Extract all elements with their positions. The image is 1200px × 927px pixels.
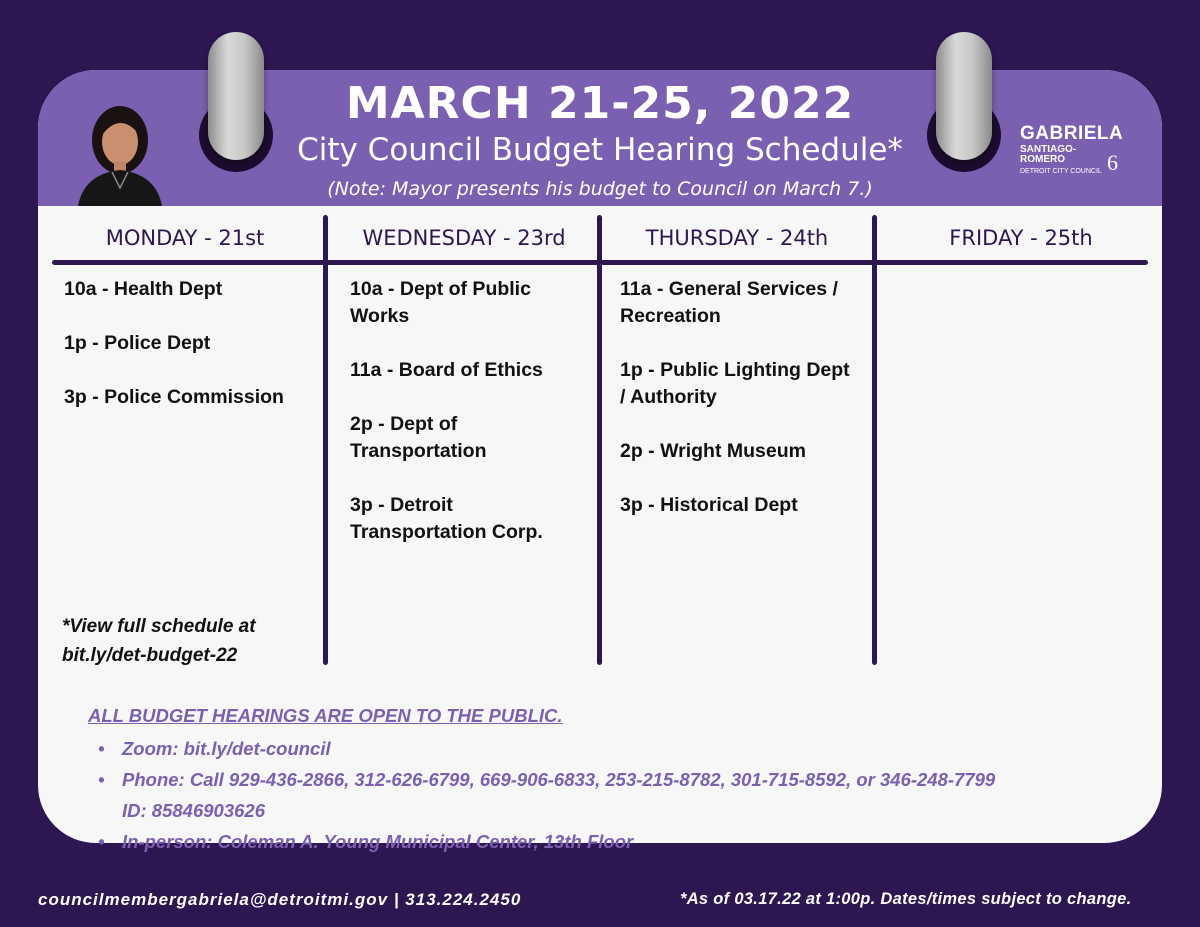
schedule-item: 2p - Dept of Transportation — [350, 413, 487, 462]
day-header-friday: FRIDAY - 25th — [949, 226, 1093, 250]
logo-surname: SANTIAGO-ROMERO — [1020, 144, 1077, 165]
schedule-item: 10a - Dept of Public Works — [350, 278, 531, 327]
full-schedule-link[interactable]: bit.ly/det-budget-22 — [62, 645, 238, 666]
schedule-item: 3p - Historical Dept — [620, 494, 798, 516]
schedule-item: 3p - Police Commission — [64, 386, 284, 408]
public-access-info — [88, 705, 995, 857]
inperson-option: • In-person: Coleman A. Young Municipal Center, 13th Floor — [98, 826, 995, 857]
zoom-option[interactable]: • Zoom: bit.ly/det-council — [98, 733, 995, 764]
thursday-column — [620, 276, 860, 546]
schedule-item: 10a - Health Dept — [64, 278, 223, 300]
logo-district: 6 — [1107, 150, 1118, 175]
schedule-item: 11a - General Services / Recreation — [620, 278, 838, 327]
access-options-list-2 — [98, 826, 995, 857]
schedule-item: 11a - Board of Ethics — [350, 359, 543, 381]
councilmember-logo — [1020, 123, 1124, 176]
access-options-list — [98, 733, 995, 795]
schedule-item: 1p - Public Lighting Dept / Authority — [620, 359, 850, 408]
logo-name: GABRIELA — [1020, 123, 1124, 144]
page-title: MARCH 21-25, 2022 — [345, 78, 855, 129]
column-divider-3 — [872, 215, 877, 665]
schedule-item: 1p - Police Dept — [64, 332, 211, 354]
full-schedule-label: *View full schedule at — [62, 616, 256, 637]
monday-column — [64, 276, 319, 438]
column-divider-1 — [323, 215, 328, 665]
phone-option: • Phone: Call 929-436-2866, 312-626-6799, 669-906-6833, 253-215-8782, 301-715-8592, or 346-248-7799 — [98, 764, 995, 795]
phone-meeting-id: ID: 85846903626 — [122, 800, 265, 821]
wednesday-column — [350, 276, 590, 573]
day-header-thursday: THURSDAY - 24th — [645, 226, 829, 250]
column-divider-2 — [597, 215, 602, 665]
full-schedule-note — [62, 612, 256, 670]
day-header-monday: MONDAY - 21st — [105, 226, 265, 250]
header-note: (Note: Mayor presents his budget to Council on March 7.) — [327, 178, 873, 200]
footer-contact[interactable]: councilmembergabriela@detroitmi.gov | 313.224.2450 — [38, 890, 522, 909]
schedule-item: 3p - Detroit Transportation Corp. — [350, 494, 543, 543]
logo-council: DETROIT CITY COUNCIL — [1020, 168, 1102, 175]
page-subtitle: City Council Budget Hearing Schedule* — [297, 132, 903, 168]
day-header-wednesday: WEDNESDAY - 23rd — [362, 226, 566, 250]
public-access-title: ALL BUDGET HEARINGS ARE OPEN TO THE PUBLIC. — [88, 705, 563, 726]
footer-disclaimer: *As of 03.17.22 at 1:00p. Dates/times subject to change. — [680, 890, 1132, 908]
schedule-item: 2p - Wright Museum — [620, 440, 806, 462]
councilmember-photo — [70, 98, 170, 206]
